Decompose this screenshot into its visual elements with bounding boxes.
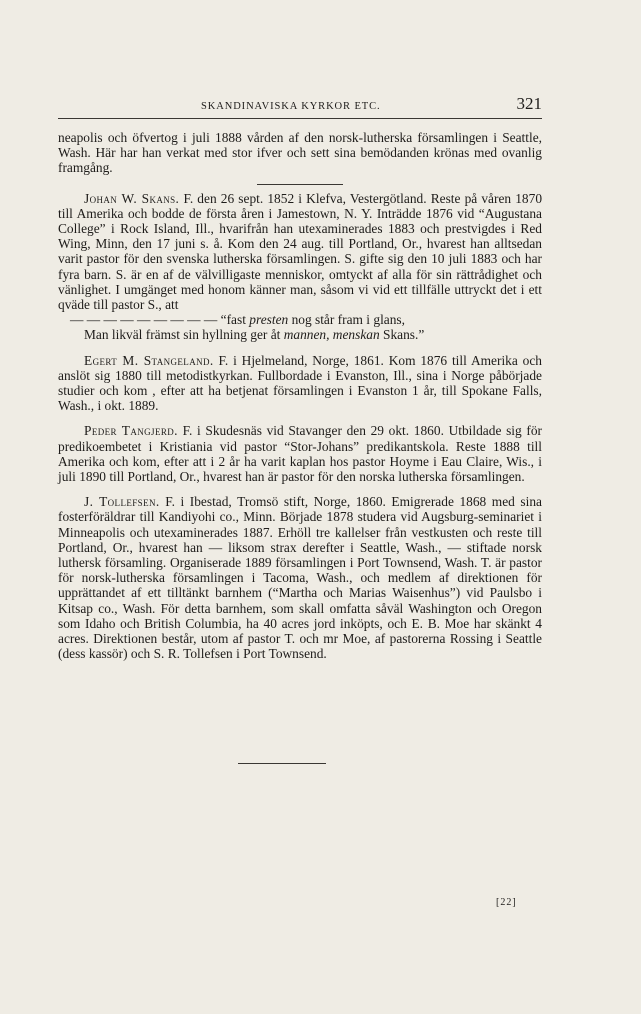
paragraph-text: neapolis och öfvertog i juli 1888 vården af den norsk-lutherska församlingen i Seattle, Wash. Här har han verkat med stor ifver och sett sina bemödanden krönas med ovanlig framgång. [58,130,542,176]
entry-name: Johan W. Skans. [84,190,180,206]
verse-line-2 [58,327,542,342]
page-number: 321 [516,94,542,113]
entry-skans [58,191,542,313]
verse-line-1-tail: nog står fram i glans, [288,312,405,328]
end-rule [238,763,326,764]
body-text [58,130,542,662]
entry-name: Peder Tangjerd. [84,423,178,439]
entry-text: F. den 26 sept. 1852 i Klefva, Vestergötland. Reste på våren 1870 till Amerika och bodde de första åren i Jamestown, N. Y. Inträdde 1876 vid “Augustana College” i Rock Island, Ill., hvarifrån han utexaminerades 1883 och prestvigdes i Red Wing, Minn, den 17 juni s. å. Kom den 24 aug. till Portland, Or., hvarest han alltsedan varit pastor för den svenska lutherska församlingen. S. gifte sig den 10 juli 1883 och har fyra barn. S. är en af de välvilligaste menniskor, omtyckt af alla för sin rättrådighet och vänlighet. I umgänget med honom känner man, såsom vi vid ett tillfälle uttryckt det i ett qväde till pastor S., att [58,190,543,313]
verse-quote [58,312,542,342]
entry-text: F. i Skudesnäs vid Stavanger den 29 okt. 1860. Utbildade sig för predikoembetet i Kristiania vid pastor “Stor-Johans” predikantskola. Reste 1888 till Amerika och kom, efter att i 2 år ha varit kaplan hos pastor Hoyme i Eau Claire, Wis., i juli 1890 till Portland, Or., hvarest han är pastor för den norska lutherska församlingen. [58,423,542,485]
separator-rule [257,184,343,185]
entry-tangjerd [58,423,542,484]
entry-stangeland [58,353,542,414]
page-header [58,94,542,119]
entry-name: J. Tollefsen. [84,494,160,510]
verse-line-2-tail: Skans.” [379,327,425,343]
running-title: SKANDINAVISKA KYRKOR ETC. [201,101,381,112]
signature-mark: [22] [496,897,517,908]
entry-name: Egert M. Stangeland. [84,352,214,368]
verse-line-2-italic: mannen, menskan [283,327,380,343]
entry-tollefsen [58,494,542,661]
continued-paragraph [58,130,542,176]
verse-line-1-lead: — — — — — — — — — “fast [70,312,250,328]
verse-line-2-lead: Man likväl främst sin hyllning ger åt [84,327,284,343]
entry-text: F. i Ibestad, Tromsö stift, Norge, 1860. Emigrerade 1868 med sina fosterföräldrar till Kandiyohi co., Minn. Började 1878 studera vid Augsburg-seminariet i Minneapolis och utexaminerades 1887. Erhöll tre kallelser från vestkusten och reste till Portland, Or., hvarest han — liksom strax derefter i Seattle, Wash., — stiftade norsk luthersk församling. Organiserade 1889 församlingen i Port Townsend, Wash. T. är pastor för norsk-lutherska församlingen i Tacoma, Wash., och medlem af direktionen för upprättandet af ett tilltänkt barnhem (“Martha och Marias Waisenhus”) vid Paulsbo i Kitsap co., Wash. För detta barnhem, som skall omfatta såväl Washington och Oregon som Idaho och British Columbia, ha 40 acres jord inköpts, och E. B. Moe har skänkt 4 acres. Direktionen består, utom af pastor T. och mr Moe, af pastorerna Rossing i Seattle (dess kassör) och S. R. Tollefsen i Port Townsend. [58,494,542,662]
entry-text: F. i Hjelmeland, Norge, 1861. Kom 1876 till Amerika och anslöt sig 1880 till metodistkyrkan. Fullbordade i Evanston, Ill., sina i Norge påbörjade studier och kom , efter att ha betjenat församlingen i Evanston 1 år, till Spokane Falls, Wash., i okt. 1889. [58,352,542,414]
verse-line-1-italic: presten [249,312,289,328]
verse-line-1 [58,312,542,327]
